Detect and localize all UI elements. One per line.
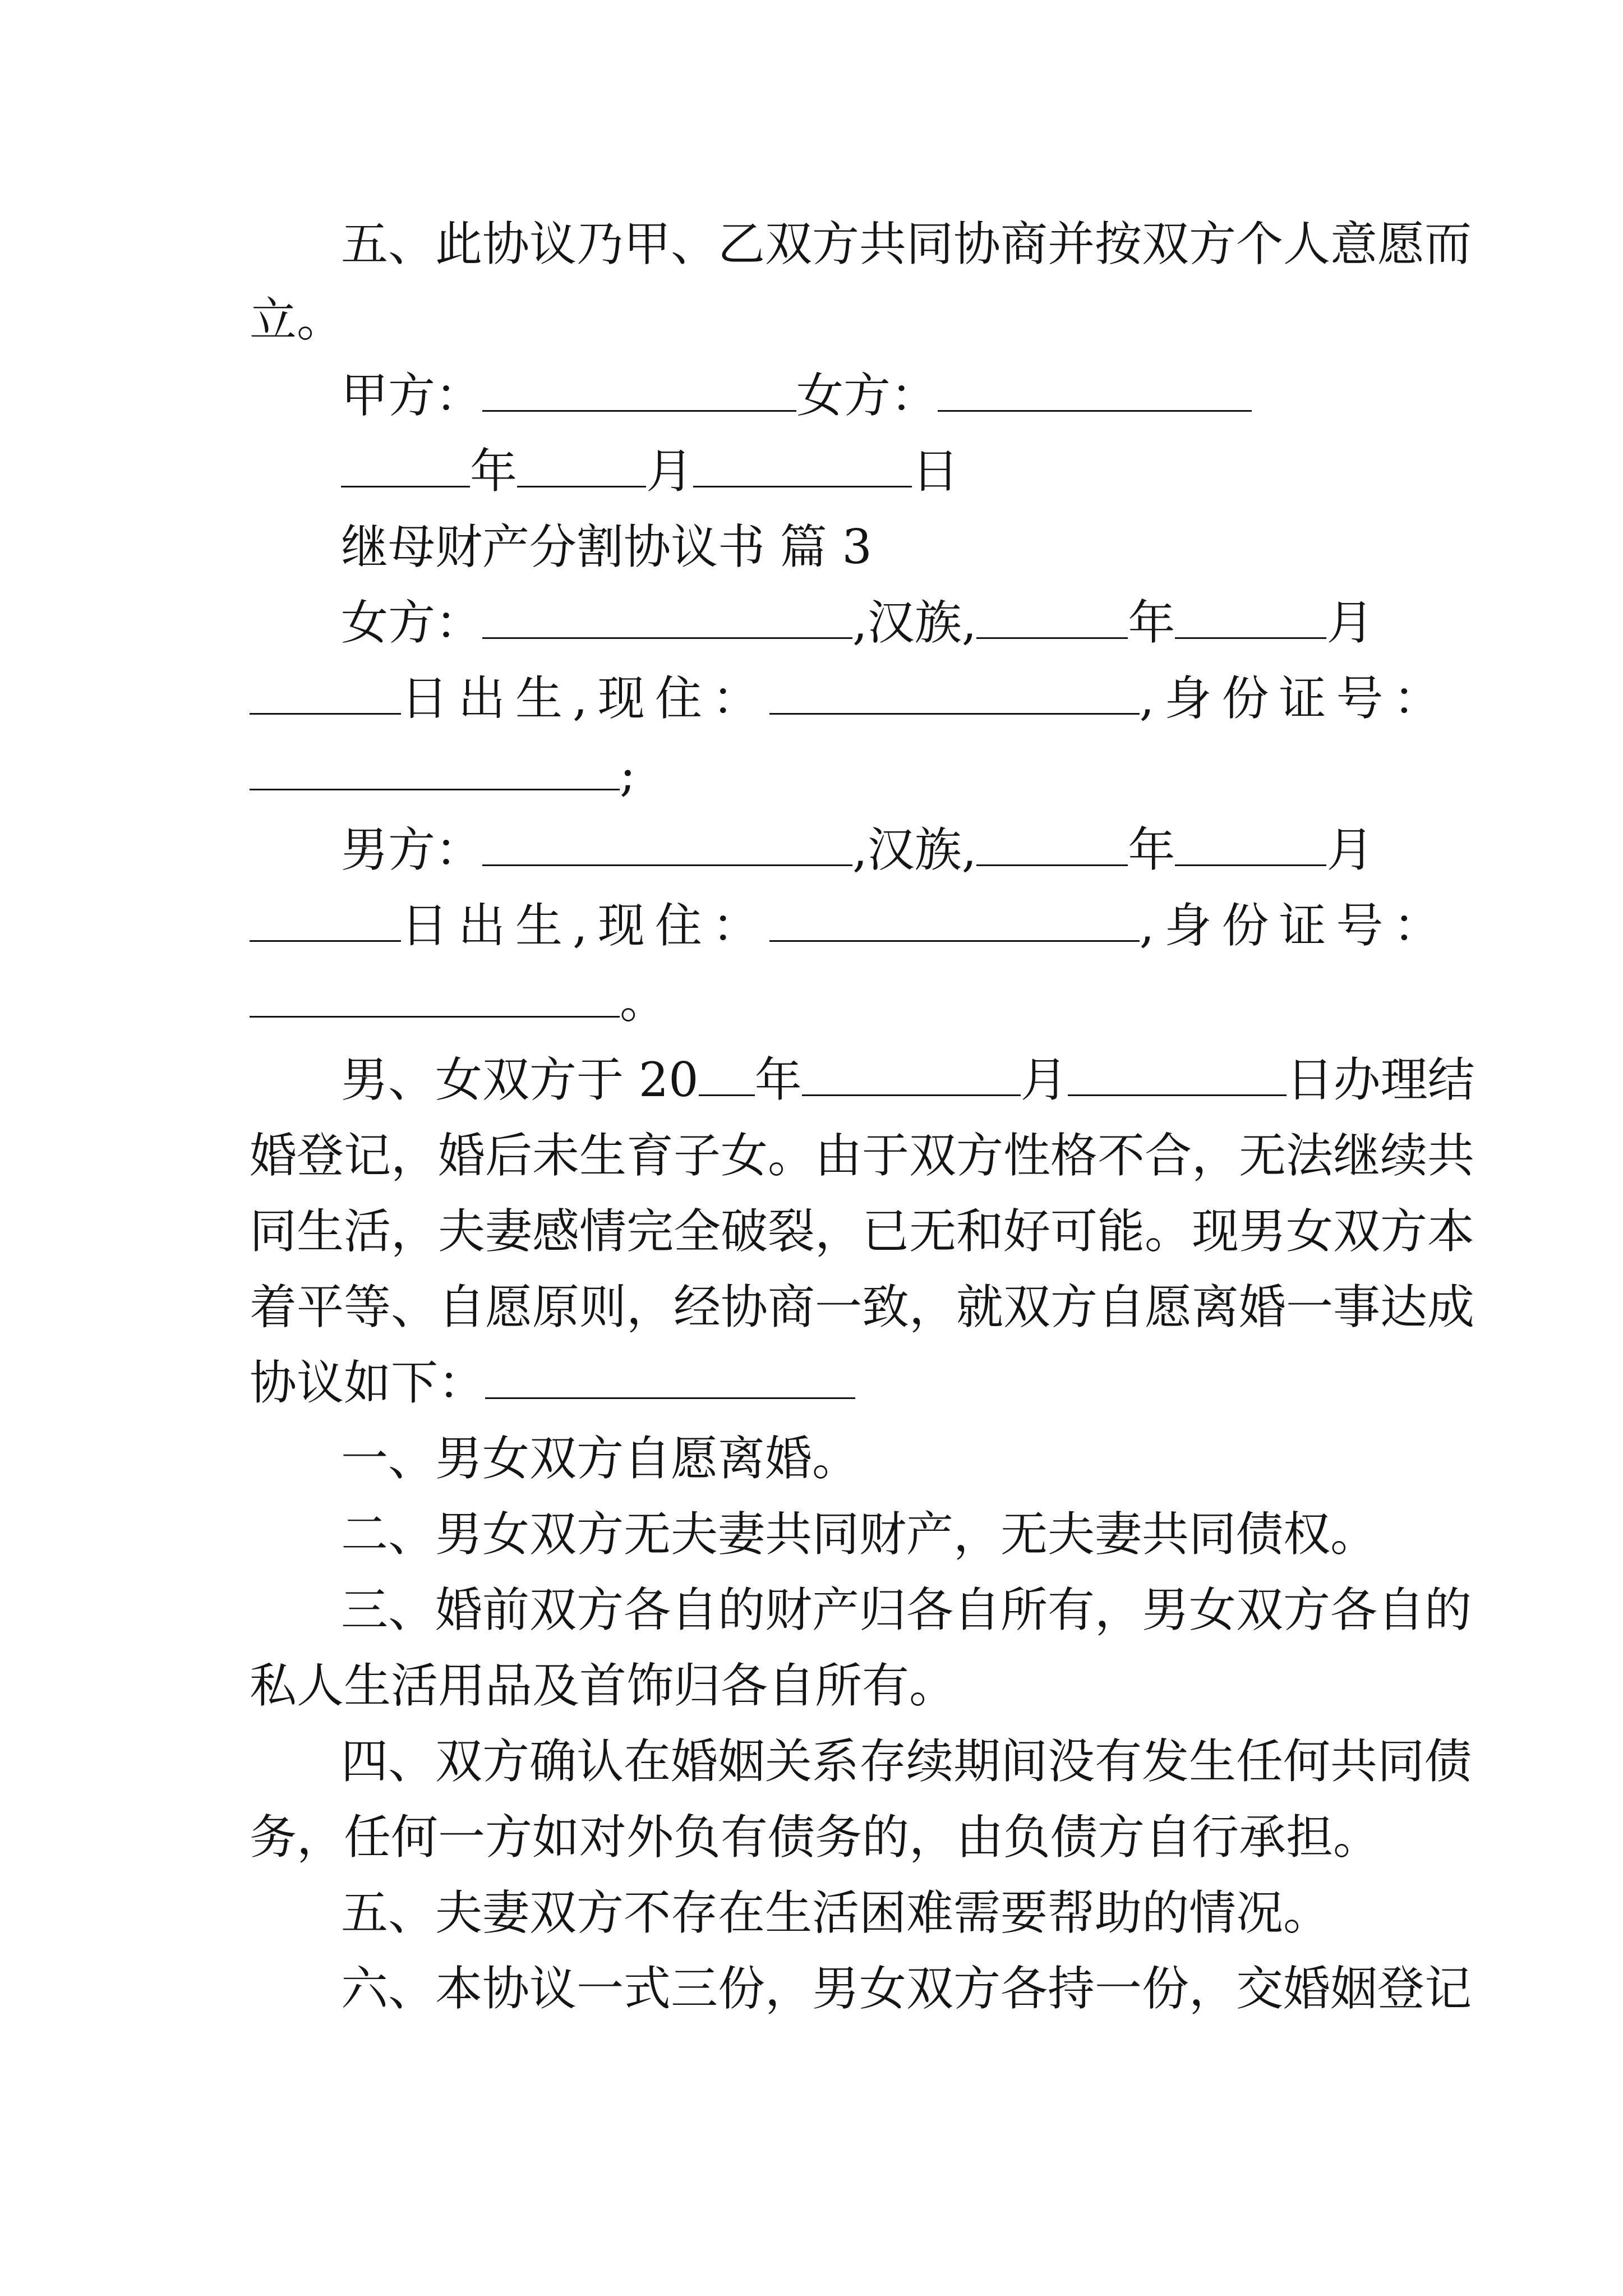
- item-4-line-2: 务，任何一方如对外负有债务的，由负债方自行承担。: [250, 1810, 1381, 1865]
- month-label: 月: [1020, 1052, 1068, 1107]
- female-info-line-1: [341, 586, 1384, 659]
- year-blank[interactable]: [341, 447, 470, 487]
- male-address-blank[interactable]: [769, 901, 1140, 942]
- section-title: 继母财产分割协议书 篇 3: [341, 519, 872, 574]
- party-b-label: 女方：: [796, 368, 938, 423]
- male-year-blank[interactable]: [976, 825, 1128, 866]
- birth-address-label: 日出生,现住：: [401, 898, 769, 953]
- item-2: 二、男女双方无夫妻共同财产，无夫妻共同债权。: [341, 1507, 1378, 1562]
- marriage-line-4: 着平等、自愿原则，经协商一致，就双方自愿离婚一事达成: [250, 1280, 1475, 1335]
- year-label: 年: [1128, 595, 1175, 650]
- year-label: 年: [1128, 822, 1175, 877]
- month-blank[interactable]: [517, 447, 646, 487]
- male-name-blank[interactable]: [482, 825, 852, 866]
- day-label: 日: [912, 444, 960, 499]
- item-1: 一、男女双方自愿离婚。: [341, 1431, 860, 1486]
- year-label: 年: [754, 1052, 802, 1107]
- male-month-blank[interactable]: [1175, 825, 1326, 866]
- day-blank[interactable]: [693, 447, 912, 487]
- date-line: [341, 435, 1384, 508]
- female-day-blank[interactable]: [250, 674, 401, 715]
- signature-line: [341, 359, 1384, 432]
- male-nation: ,汉族,: [852, 822, 977, 877]
- party-a-label: 甲方：: [341, 368, 483, 423]
- party-b-blank[interactable]: [938, 371, 1252, 412]
- month-label: 月: [1326, 822, 1374, 877]
- female-label: 女方：: [341, 595, 483, 650]
- item-5: 五、夫妻双方不存在生活困难需要帮助的情况。: [341, 1885, 1331, 1940]
- year-label: 年: [470, 444, 518, 499]
- female-year-blank[interactable]: [976, 598, 1128, 639]
- male-label: 男方：: [341, 822, 483, 877]
- clause-5-line-2: 立。: [250, 292, 344, 347]
- agreement-intro: 协议如下：: [250, 1355, 486, 1410]
- id-label: ,身份证号：: [1139, 898, 1451, 953]
- marriage-line-2: 婚登记，婚后未生育子女。由于双方性格不合，无法继续共: [250, 1128, 1475, 1183]
- marriage-year-prefix: 男、女双方于 20: [341, 1052, 699, 1107]
- month-label: 月: [1326, 595, 1374, 650]
- semicolon: ;: [620, 747, 636, 802]
- marriage-day-blank[interactable]: [1068, 1055, 1287, 1096]
- marriage-line-1: [341, 1043, 1475, 1116]
- period: 。: [620, 974, 667, 1029]
- item-3-line-1: 三、婚前双方各自的财产归各自所有，男女双方各自的: [341, 1582, 1472, 1637]
- female-id-blank[interactable]: [250, 749, 620, 790]
- agreement-blank[interactable]: [485, 1358, 855, 1399]
- female-address-blank[interactable]: [769, 674, 1140, 715]
- male-id-blank[interactable]: [250, 977, 620, 1018]
- female-info-line-3: [250, 738, 1382, 811]
- birth-address-label: 日出生,现住：: [401, 671, 769, 726]
- marriage-month-blank[interactable]: [802, 1055, 1021, 1096]
- month-label: 月: [646, 444, 694, 499]
- marriage-year-blank[interactable]: [699, 1055, 755, 1096]
- female-month-blank[interactable]: [1175, 598, 1326, 639]
- marriage-line-5: [250, 1346, 1382, 1419]
- marriage-line-3: 同生活，夫妻感情完全破裂，已无和好可能。现男女双方本: [250, 1204, 1475, 1259]
- clause-5-line-1: 五、此协议乃甲、乙双方共同协商并按双方个人意愿而: [341, 217, 1472, 272]
- female-nation: ,汉族,: [852, 595, 977, 650]
- item-3-line-2: 私人生活用品及首饰归各自所有。: [250, 1658, 957, 1713]
- item-6-line-1: 六、本协议一式三份，男女双方各持一份，交婚姻登记: [341, 1961, 1472, 2016]
- party-a-blank[interactable]: [482, 371, 796, 412]
- female-info-line-2: [250, 662, 1451, 735]
- item-4-line-1: 四、双方确认在婚姻关系存续期间没有发生任何共同债: [341, 1734, 1472, 1789]
- male-info-line-1: [341, 813, 1384, 886]
- male-info-line-3: [250, 965, 1382, 1038]
- male-info-line-2: [250, 889, 1451, 962]
- male-day-blank[interactable]: [250, 901, 401, 942]
- id-label: ,身份证号：: [1139, 671, 1451, 726]
- marriage-day-suffix: 日办理结: [1286, 1052, 1475, 1107]
- female-name-blank[interactable]: [482, 598, 852, 639]
